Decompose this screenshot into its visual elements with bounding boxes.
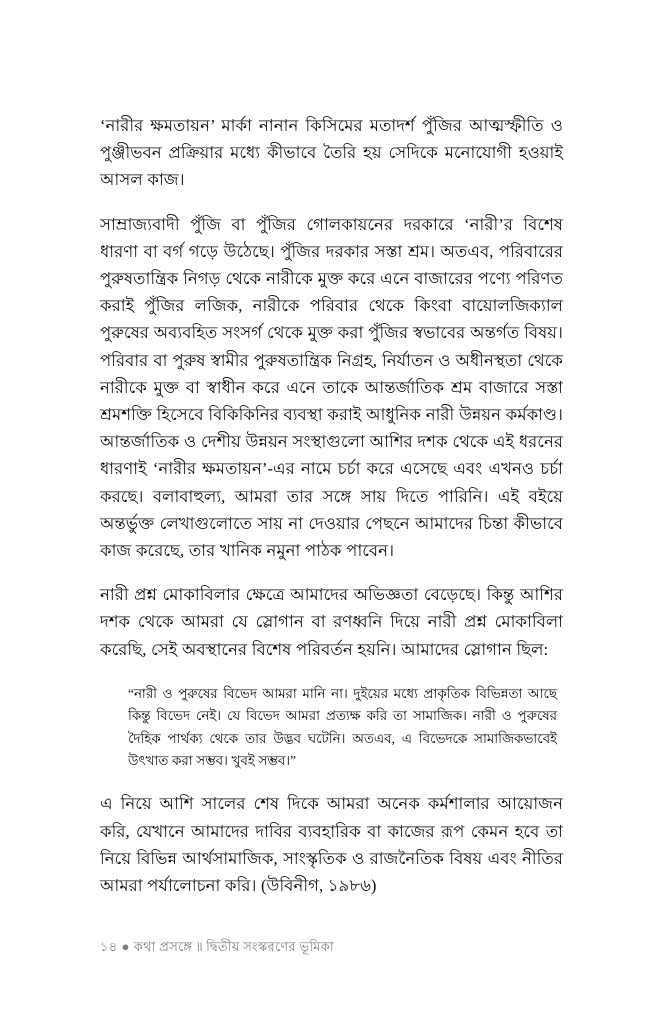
paragraph-closing: এ নিয়ে আশি সালের শেষ দিকে আমরা অনেক কর্মশালার আয়োজন করি, যেখানে আমাদের দাবির ব্যবহারিক বা কাজের রূপ কেমন হবে তা নিয়ে বিভিন্ন আর্থসামাজিক, সাংস্কৃতিক ও রাজনৈতিক বিষয় এবং নীতির আমরা পর্যালোচনা করি। (উবিনীগ, ১৯৮৬) [100,794,563,896]
text-column [100,112,563,899]
footer-book-title: কথা প্রসঙ্গে [133,939,193,954]
footer-separator-bars: ॥ [195,939,204,954]
footer-separator-dot: ● [121,939,130,954]
page-footer [100,938,563,956]
slogan-quote-block: “নারী ও পুরুষের বিভেদ আমরা মানি না। দুইয়ের মধ্যে প্রাকৃতিক বিভিন্নতা আছে কিন্তু বিভেদ নেই। যে বিভেদ আমরা প্রত্যক্ষ করি তা সামাজিক। নারী ও পুরুষের দৈহিক পার্থক্য থেকে তার উদ্ভব ঘটেনি। অতএব, এ বিভেদকে সামাজিকভাবেই উৎখাত করা সম্ভব। খুবই সম্ভব।” [128,685,557,769]
footer-page-number: ১৪ [100,939,118,954]
footer-section-title: দ্বিতীয় সংস্করণের ভূমিকা [206,939,334,954]
paragraph-2: সাম্রাজ্যবাদী পুঁজি বা পুঁজির গোলকায়নের দরকারে ‘নারী’র বিশেষ ধারণা বা বর্গ গড়ে উঠেছে। পুঁজির দরকার সস্তা শ্রম। অতএব, পরিবারের পুরুষতান্ত্রিক নিগড় থেকে নারীকে মুক্ত করে এনে বাজারের পণ্যে পরিণত করাই পুঁজির লজিক, নারীকে পরিবার থেকে কিংবা বায়োলজিক্যাল পুরুষের অব্যবহিত সংসর্গ থেকে মুক্ত করা পুঁজির স্বভাবের অন্তর্গত বিষয়। পরিবার বা পুরুষ স্বামীর পুরুষতান্ত্রিক নিগ্রহ, নির্যাতন ও অধীনস্থতা থেকে নারীকে মুক্ত বা স্বাধীন করে এনে তাকে আন্তর্জাতিক শ্রম বাজারে সস্তা শ্রমশক্তি হিসেবে বিকিকিনির ব্যবস্থা করাই আধুনিক নারী উন্নয়ন কর্মকাণ্ড। আন্তর্জাতিক ও দেশীয় উন্নয়ন সংস্থাগুলো আশির দশক থেকে এই ধরনের ধারণাই ‘নারীর ক্ষমতায়ন’-এর নামে চর্চা করে এসেছে এবং এখনও চর্চা করছে। বলাবাহুল্য, আমরা তার সঙ্গে সায় দিতে পারিনি। এই বইয়ে অন্তর্ভুক্ত লেখাগুলোতে সায় না দেওয়ার পেছনে আমাদের চিন্তা কীভাবে কাজ করেছে, তার খানিক নমুনা পাঠক পাবেন। [100,214,563,561]
paragraph-1: ‘নারীর ক্ষমতায়ন’ মার্কা নানান কিসিমের মতাদর্শ পুঁজির আত্মস্ফীতি ও পুঞ্জীভবন প্রক্রিয়ার মধ্যে কীভাবে তৈরি হয় সেদিকে মনোযোগী হওয়াই আসল কাজ। [100,116,563,190]
paragraph-3: নারী প্রশ্ন মোকাবিলার ক্ষেত্রে আমাদের অভিজ্ঞতা বেড়েছে। কিন্তু আশির দশক থেকে আমরা যে স্লোগান বা রণধ্বনি দিয়ে নারী প্রশ্ন মোকাবিলা করেছি, সেই অবস্থানের বিশেষ পরিবর্তন হয়নি। আমাদের স্লোগান ছিল: [100,585,563,659]
